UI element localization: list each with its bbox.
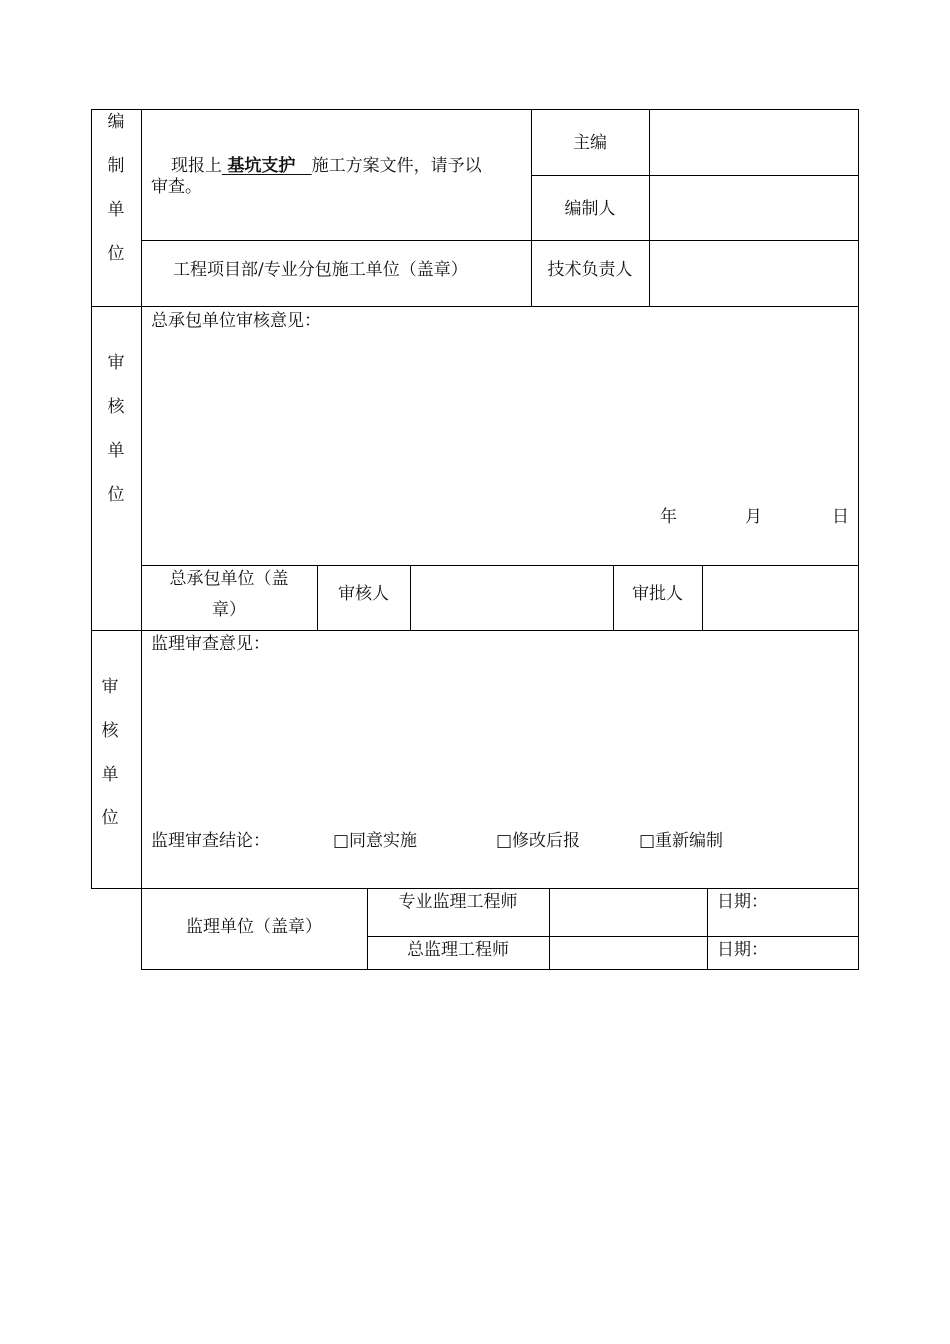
- border-bottom: [141, 969, 859, 970]
- side-label-char: 审: [101, 677, 119, 697]
- section-divider: [91, 630, 859, 631]
- side-label-char: 制: [107, 156, 125, 176]
- reviewer-field[interactable]: [411, 566, 613, 630]
- section-divider: [91, 306, 859, 307]
- tech-lead-field[interactable]: [650, 241, 858, 306]
- border-left: [91, 109, 92, 889]
- gc-stamp-label-line1: 总承包单位（盖: [169, 569, 289, 589]
- supervision-stamp-label: 监理单位（盖章）: [186, 917, 322, 937]
- declaration-line2: 审查。: [151, 177, 202, 197]
- declaration-suffix: 施工方案文件，请予以: [311, 156, 482, 176]
- tech-lead-label: 技术负责人: [547, 260, 633, 280]
- option-revise-checkbox[interactable]: □修改后报: [496, 831, 581, 851]
- engineer-date-label: 日期：: [717, 892, 768, 912]
- gc-opinion-label: 总承包单位审核意见：: [151, 311, 321, 331]
- declaration-line: [171, 156, 482, 176]
- engineer-label: 专业监理工程师: [398, 892, 518, 912]
- border-right: [858, 109, 859, 970]
- side-label-char: 位: [101, 808, 119, 828]
- side-label-char: 编: [107, 112, 125, 132]
- date-day: 日: [832, 507, 849, 527]
- side-label-char: 核: [107, 397, 125, 417]
- declaration-prefix: 现报上: [171, 156, 222, 176]
- chief-editor-field[interactable]: [650, 110, 858, 175]
- side-label-char: 单: [107, 441, 125, 461]
- gc-stamp-label-line2: 章）: [212, 600, 246, 620]
- column-divider: [707, 888, 708, 970]
- compiler-field[interactable]: [650, 176, 858, 240]
- supervision-opinion-label: 监理审查意见：: [151, 634, 270, 654]
- date-month: 月: [745, 507, 762, 527]
- chief-editor-label: 主编: [573, 133, 607, 153]
- unit-stamp-label: 工程项目部/专业分包施工单位（盖章）: [173, 260, 468, 280]
- project-name[interactable]: 基坑支护: [227, 156, 296, 176]
- approver-label: 审批人: [632, 584, 683, 604]
- date-year: 年: [660, 507, 677, 527]
- compiler-label: 编制人: [564, 199, 616, 219]
- side-label-char: 单: [107, 200, 125, 220]
- chief-engineer-date-label: 日期：: [717, 940, 768, 960]
- option-approve-checkbox[interactable]: □同意实施: [333, 831, 418, 851]
- option-recompile-checkbox[interactable]: □重新编制: [639, 831, 724, 851]
- supervision-opinion-field[interactable]: [142, 656, 858, 822]
- side-label-char: 审: [107, 353, 125, 373]
- chief-engineer-signature-field[interactable]: [550, 937, 707, 969]
- engineer-signature-field[interactable]: [550, 889, 707, 936]
- approver-field[interactable]: [703, 566, 858, 630]
- gc-opinion-field[interactable]: [142, 332, 858, 502]
- chief-engineer-label: 总监理工程师: [407, 940, 509, 960]
- side-label-char: 单: [101, 765, 119, 785]
- side-label-char: 位: [107, 485, 125, 505]
- conclusion-label: 监理审查结论：: [151, 831, 270, 851]
- section-divider: [91, 888, 859, 889]
- side-label-char: 核: [101, 721, 119, 741]
- label-column-divider: [141, 109, 142, 970]
- reviewer-label: 审核人: [338, 584, 389, 604]
- side-label-char: 位: [107, 244, 125, 264]
